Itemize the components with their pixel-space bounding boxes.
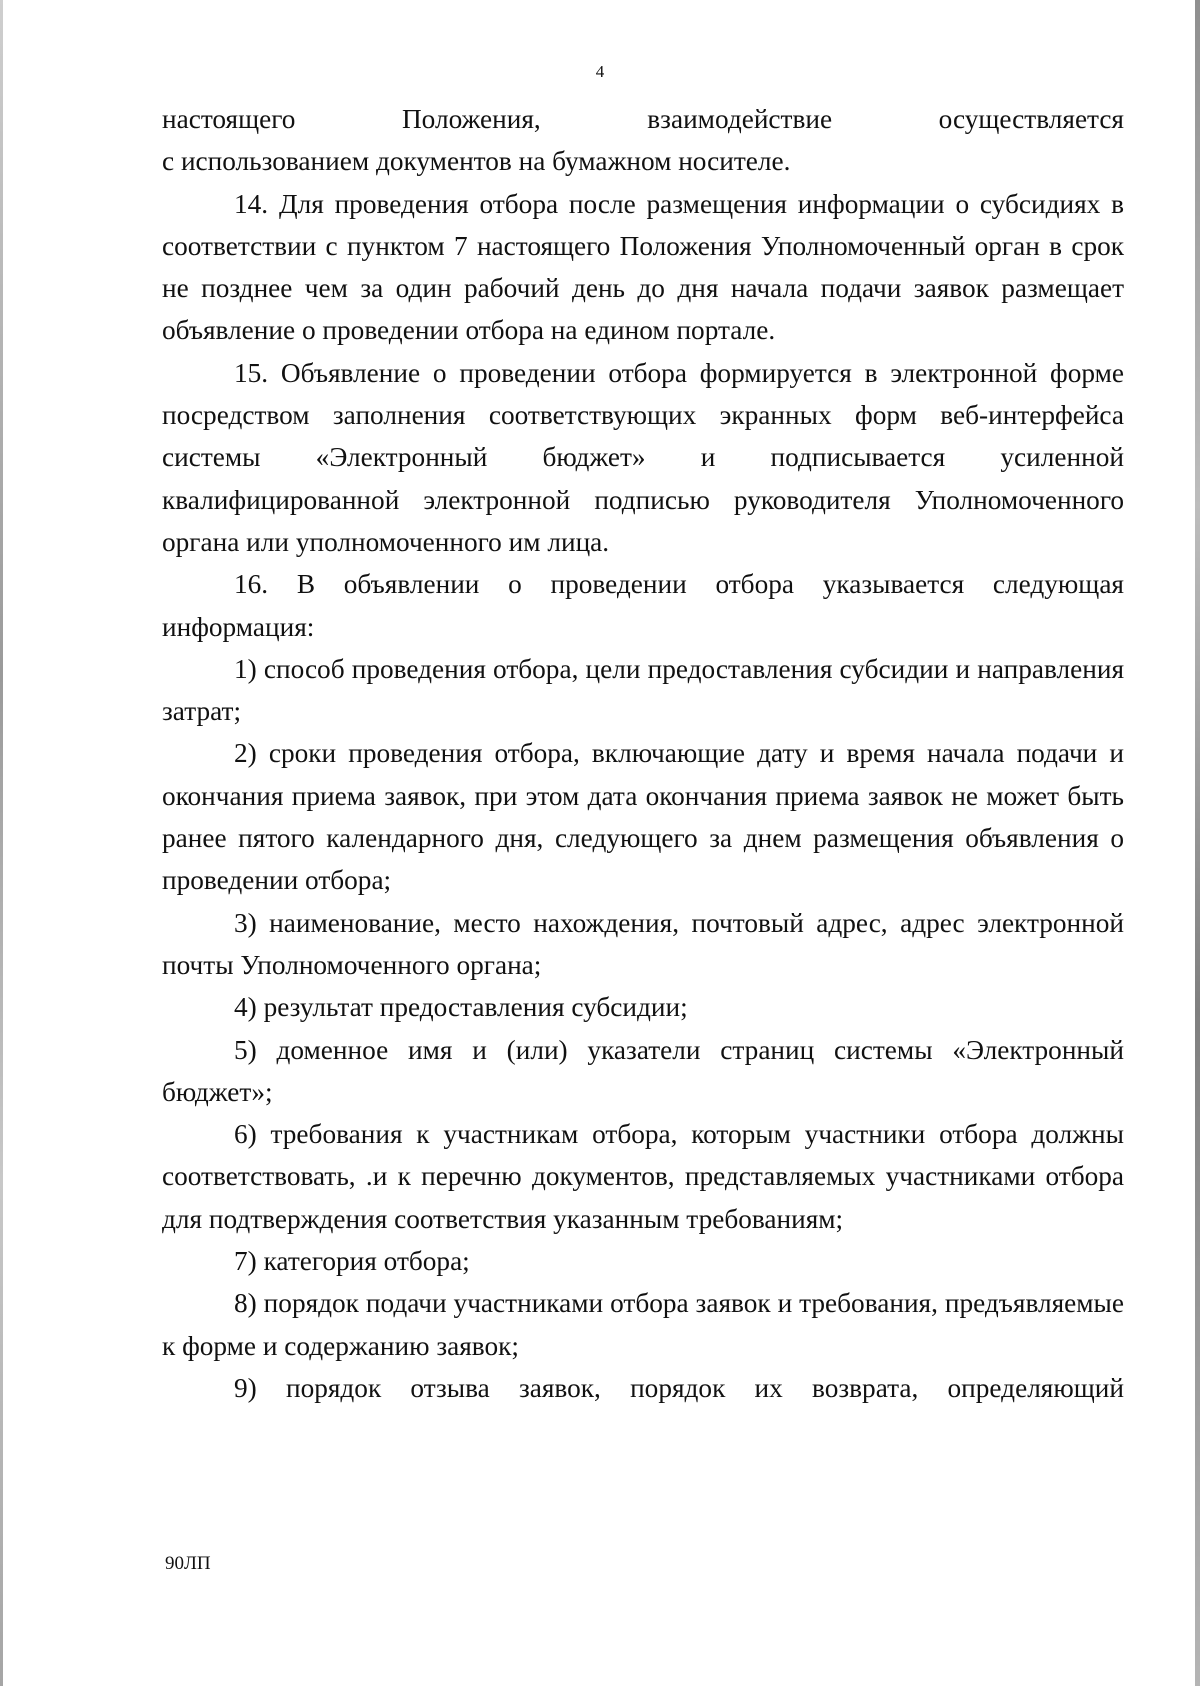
- paragraph: настоящего Положения, взаимодействие осуществляется: [162, 104, 1124, 134]
- scan-edge-right: [1195, 0, 1200, 1686]
- paragraph: 16. В объявлении о проведении отбора указывается следующая информация:: [162, 569, 1124, 642]
- page-number: 4: [595, 62, 605, 81]
- paragraph: 14. Для проведения отбора после размещения информации о субсидиях в соответствии с пунктом 7 настоящего Положения Уполномоченный орган в срок не позднее чем за один рабочий день до дня начала подачи заявок размещает объявление о проведении отбора на едином портале.: [162, 188, 1124, 346]
- paragraph: 9) порядок отзыва заявок, порядок их возврата, определяющий: [234, 1372, 1124, 1403]
- paragraph: 2) сроки проведения отбора, включающие дату и время начала подачи и окончания приема заявок, при этом дата окончания приема заявок не может быть ранее пятого календарного дня, следующего за днем размещения объявления о проведении отбора;: [162, 738, 1124, 896]
- paragraph: 8) порядок подачи участниками отбора заявок и требования, предъявляемые к форме и содержанию заявок;: [162, 1288, 1124, 1361]
- paragraph: 1) способ проведения отбора, цели предоставления субсидии и направления затрат;: [162, 653, 1124, 727]
- footer-document-code: 90ЛП: [165, 1553, 211, 1574]
- paragraph: 4) результат предоставления субсидии;: [234, 992, 688, 1023]
- scan-edge-left: [0, 0, 3, 1686]
- document-body: [162, 98, 1124, 1409]
- paragraph: 3) наименование, место нахождения, почтовый адрес, адрес электронной почты Уполномоченного органа;: [162, 907, 1124, 980]
- paragraph: 5) доменное имя и (или) указатели страниц системы «Электронный бюджет»;: [162, 1034, 1124, 1107]
- paragraph: 15. Объявление о проведении отбора формируется в электронной форме посредством заполнения соответствующих экранных форм веб-интерфейса системы «Электронный бюджет» и подписывается усиленной квалифицированной электронной подписью руководителя Уполномоченного органа или уполномоченного им лица.: [162, 357, 1124, 557]
- paragraph: с использованием документов на бумажном носителе.: [162, 146, 791, 177]
- paragraph: 6) требования к участникам отбора, которым участники отбора должны соответствовать, .и к перечню документов, представляемых участниками отбора для подтверждения соответствия указанным требованиям;: [162, 1119, 1124, 1234]
- paragraph: 7) категория отбора;: [234, 1246, 470, 1277]
